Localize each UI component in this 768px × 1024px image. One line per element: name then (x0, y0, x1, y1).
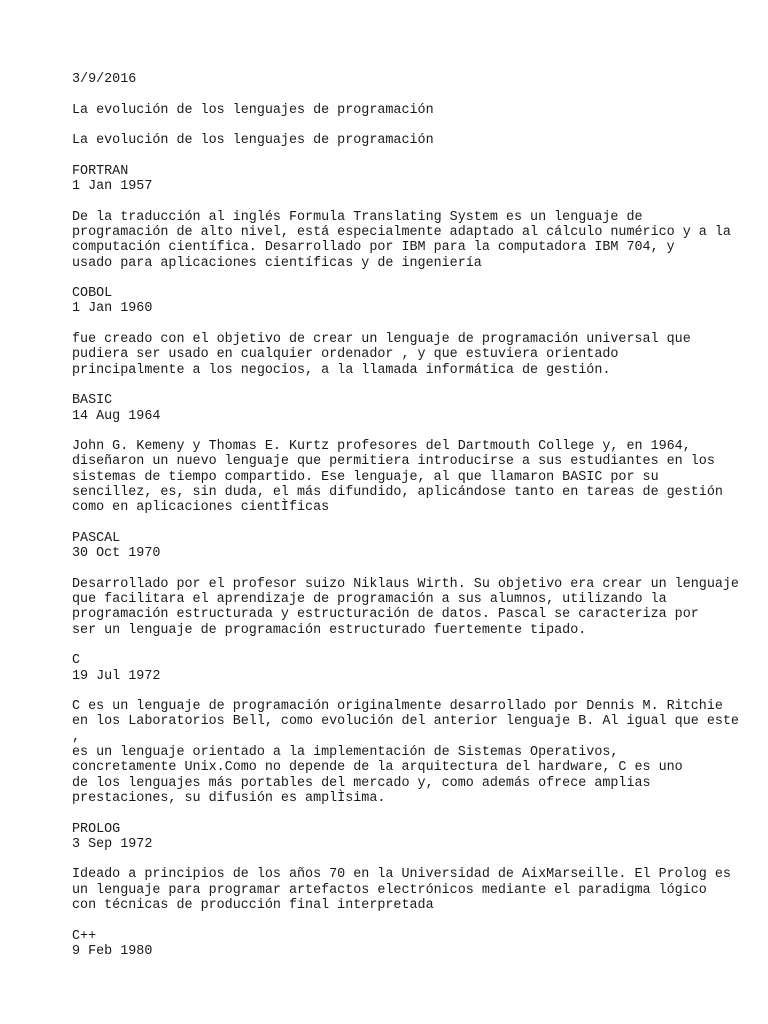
language-description (72, 699, 739, 806)
description-line: programación estructurada y estructuración de datos. Pascal se caracteriza por (72, 607, 699, 623)
description-line: C es un lenguaje de programación originalmente desarrollado por Dennis M. Ritchie (72, 699, 723, 715)
language-name: PROLOG (72, 821, 121, 837)
timeline-entries (72, 163, 739, 959)
language-date: 9 Feb 1980 (72, 943, 153, 959)
description-line: es un lenguaje orientado a la implementación de Sistemas Operativos, (72, 745, 619, 761)
language-name: PASCAL (72, 530, 121, 546)
description-line: Desarrollado por el profesor suizo Niklaus Wirth. Su objetivo era crear un lenguaje (72, 576, 739, 592)
entry-header (72, 164, 712, 195)
description-line: diseñaron un nuevo lenguaje que permitiera introducirse a sus estudiantes en los (72, 454, 715, 470)
description-line: usado para aplicaciones científicas y de ingeniería (72, 255, 482, 271)
entry-header (72, 531, 712, 562)
language-name: FORTRAN (72, 163, 129, 179)
entry-header (72, 653, 712, 684)
description-line: un lenguaje para programar artefactos electrónicos mediante el paradigma lógico (72, 882, 707, 898)
description-line: computación científica. Desarrollado por IBM para la computadora IBM 704, y (72, 240, 675, 256)
description-line: ser un lenguaje de programación estructurado fuertemente tipado. (72, 622, 587, 638)
entry-header (72, 822, 712, 853)
language-description (72, 209, 731, 271)
description-line: De la traducción al inglés Formula Translating System es un lenguaje de (72, 209, 643, 225)
document-title: La evolución de los lenguajes de programación (72, 102, 434, 118)
language-date: 1 Jan 1957 (72, 179, 153, 195)
description-line: fue creado con el objetivo de crear un lenguaje de programación universal que (72, 332, 691, 348)
timeline-entry (72, 286, 712, 378)
language-date: 19 Jul 1972 (72, 668, 161, 684)
language-name: C (72, 653, 81, 669)
description-line: que facilitara el aprendizaje de programación a sus alumnos, utilizando la (72, 592, 667, 608)
description-line: en los Laboratorios Bell, como evolución del anterior lenguaje B. Al igual que este (72, 714, 739, 730)
timeline-entry (72, 821, 731, 914)
language-date: 14 Aug 1964 (72, 408, 161, 424)
language-description (72, 439, 723, 516)
entry-header (72, 286, 712, 317)
language-description (72, 576, 739, 638)
language-description (72, 867, 731, 914)
description-line: con técnicas de producción final interpretada (72, 898, 434, 914)
document-subtitle: La evolución de los lenguajes de programación (72, 133, 434, 149)
timeline-entry (72, 163, 731, 271)
timeline-entry (72, 653, 739, 806)
timeline-entry (72, 929, 712, 960)
entry-header (72, 393, 712, 424)
timeline-entry (72, 393, 723, 516)
description-line: programación de alto nivel, está especialmente adaptado al cálculo numérico y a la (72, 224, 731, 240)
description-line: pudiera ser usado en cualquier ordenador , y que estuviera orientado (72, 347, 619, 363)
language-name: C++ (72, 928, 97, 944)
entry-header (72, 929, 712, 960)
description-line: concretamente Unix.Como no depende de la arquitectura del hardware, C es uno (72, 760, 683, 776)
language-date: 1 Jan 1960 (72, 301, 153, 317)
description-line: John G. Kemeny y Thomas E. Kurtz profesores del Dartmouth College y, en 1964, (72, 439, 691, 455)
language-name: COBOL (72, 286, 113, 302)
description-line: de los lenguajes más portables del mercado y, como además ofrece amplias (72, 775, 651, 791)
document-date: 3/9/2016 (72, 72, 137, 87)
timeline-entry (72, 530, 739, 638)
description-line: sencillez, es, sin duda, el más difundido, aplicándose tanto en tareas de gestión (72, 485, 723, 501)
language-name: BASIC (72, 393, 113, 409)
language-description (72, 332, 712, 378)
description-line: prestaciones, su difusión es amplÌsima. (72, 790, 386, 806)
description-line: Ideado a principios de los años 70 en la Universidad de AixMarseille. El Prolog es (72, 867, 731, 883)
description-line: como en aplicaciones cientÌficas (72, 500, 330, 516)
document-page (72, 72, 739, 975)
language-date: 3 Sep 1972 (72, 836, 153, 852)
description-line: sistemas de tiempo compartido. Ese lenguaje, al que llamaron BASIC por su (72, 469, 659, 485)
language-date: 30 Oct 1970 (72, 546, 161, 562)
description-line: , (72, 729, 81, 745)
description-line: principalmente a los negocios, a la llamada informática de gestión. (72, 362, 611, 378)
